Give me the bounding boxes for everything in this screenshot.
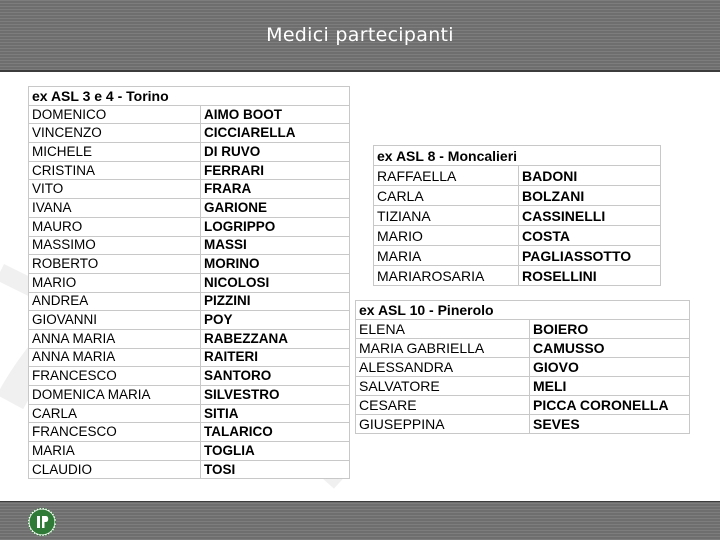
surname-cell: SANTORO: [201, 367, 350, 386]
first-name-cell: MARIA: [374, 246, 519, 266]
table-row: [29, 348, 350, 367]
table-heading: ex ASL 3 e 4 - Torino: [29, 87, 350, 106]
surname-cell: LOGRIPPO: [201, 217, 350, 236]
first-name-cell: MAURO: [29, 217, 201, 236]
first-name-cell: RAFFAELLA: [374, 166, 519, 186]
surname-cell: PIZZINI: [201, 292, 350, 311]
first-name-cell: VINCENZO: [29, 124, 201, 143]
table-row: [29, 423, 350, 442]
table-row: [29, 161, 350, 180]
surname-cell: BADONI: [519, 166, 661, 186]
table-row: [29, 367, 350, 386]
first-name-cell: MARIA: [29, 442, 201, 461]
first-name-cell: ALESSANDRA: [356, 358, 530, 377]
table-row: [356, 339, 690, 358]
table-moncalieri: [373, 145, 661, 286]
surname-cell: RABEZZANA: [201, 329, 350, 348]
surname-cell: PAGLIASSOTTO: [519, 246, 661, 266]
surname-cell: SITIA: [201, 404, 350, 423]
table-heading-row: [29, 87, 350, 106]
first-name-cell: CLAUDIO: [29, 460, 201, 479]
table-row: [356, 320, 690, 339]
surname-cell: SEVES: [530, 415, 690, 434]
first-name-cell: DOMENICA MARIA: [29, 386, 201, 405]
table-row: [374, 206, 661, 226]
table-row: [29, 143, 350, 162]
table-row: [29, 404, 350, 423]
surname-cell: TOSI: [201, 460, 350, 479]
surname-cell: GIOVO: [530, 358, 690, 377]
first-name-cell: VITO: [29, 180, 201, 199]
surname-cell: COSTA: [519, 226, 661, 246]
first-name-cell: MARIO: [29, 273, 201, 292]
table-row: [29, 180, 350, 199]
surname-cell: MORINO: [201, 255, 350, 274]
surname-cell: DI RUVO: [201, 143, 350, 162]
table-heading: ex ASL 8 - Moncalieri: [374, 146, 661, 166]
first-name-cell: CESARE: [356, 396, 530, 415]
surname-cell: CICCIARELLA: [201, 124, 350, 143]
table-row: [374, 166, 661, 186]
first-name-cell: MARIO: [374, 226, 519, 246]
header-bar: [0, 0, 720, 70]
table-row: [29, 311, 350, 330]
surname-cell: NICOLOSI: [201, 273, 350, 292]
surname-cell: FRARA: [201, 180, 350, 199]
first-name-cell: IVANA: [29, 199, 201, 218]
table-row: [29, 329, 350, 348]
table-row: [29, 442, 350, 461]
first-name-cell: ROBERTO: [29, 255, 201, 274]
first-name-cell: CARLA: [374, 186, 519, 206]
first-name-cell: ELENA: [356, 320, 530, 339]
first-name-cell: TIZIANA: [374, 206, 519, 226]
first-name-cell: GIOVANNI: [29, 311, 201, 330]
first-name-cell: MASSIMO: [29, 236, 201, 255]
surname-cell: BOIERO: [530, 320, 690, 339]
table-heading: ex ASL 10 - Pinerolo: [356, 301, 690, 320]
surname-cell: FERRARI: [201, 161, 350, 180]
table-row: [29, 236, 350, 255]
table-row: [356, 396, 690, 415]
table-row: [29, 292, 350, 311]
table-row: [29, 217, 350, 236]
surname-cell: TALARICO: [201, 423, 350, 442]
surname-cell: GARIONE: [201, 199, 350, 218]
table-row: [29, 105, 350, 124]
table-row: [29, 124, 350, 143]
table-row: [374, 226, 661, 246]
first-name-cell: ANDREA: [29, 292, 201, 311]
first-name-cell: MARIAROSARIA: [374, 266, 519, 286]
table-heading-row: [374, 146, 661, 166]
surname-cell: PICCA CORONELLA: [530, 396, 690, 415]
footer-bar: [0, 502, 720, 540]
first-name-cell: DOMENICO: [29, 105, 201, 124]
first-name-cell: GIUSEPPINA: [356, 415, 530, 434]
surname-cell: CASSINELLI: [519, 206, 661, 226]
table-row: [356, 377, 690, 396]
surname-cell: MELI: [530, 377, 690, 396]
table-row: [29, 273, 350, 292]
table-row: [29, 199, 350, 218]
table-row: [374, 266, 661, 286]
table-pinerolo: [355, 300, 690, 434]
page-title: Medici partecipanti: [266, 24, 454, 46]
first-name-cell: CRISTINA: [29, 161, 201, 180]
first-name-cell: FRANCESCO: [29, 367, 201, 386]
surname-cell: SILVESTRO: [201, 386, 350, 405]
first-name-cell: MICHELE: [29, 143, 201, 162]
table-row: [356, 358, 690, 377]
table-row: [374, 186, 661, 206]
first-name-cell: ANNA MARIA: [29, 348, 201, 367]
first-name-cell: SALVATORE: [356, 377, 530, 396]
table-row: [374, 246, 661, 266]
table-heading-row: [356, 301, 690, 320]
surname-cell: TOGLIA: [201, 442, 350, 461]
surname-cell: BOLZANI: [519, 186, 661, 206]
table-row: [29, 255, 350, 274]
leaf-emblem-icon: [27, 507, 57, 537]
first-name-cell: MARIA GABRIELLA: [356, 339, 530, 358]
table-row: [29, 386, 350, 405]
surname-cell: RAITERI: [201, 348, 350, 367]
surname-cell: AIMO BOOT: [201, 105, 350, 124]
first-name-cell: FRANCESCO: [29, 423, 201, 442]
first-name-cell: ANNA MARIA: [29, 329, 201, 348]
table-row: [29, 460, 350, 479]
surname-cell: ROSELLINI: [519, 266, 661, 286]
table-row: [356, 415, 690, 434]
surname-cell: CAMUSSO: [530, 339, 690, 358]
surname-cell: MASSI: [201, 236, 350, 255]
table-torino: [28, 86, 350, 479]
surname-cell: POY: [201, 311, 350, 330]
first-name-cell: CARLA: [29, 404, 201, 423]
